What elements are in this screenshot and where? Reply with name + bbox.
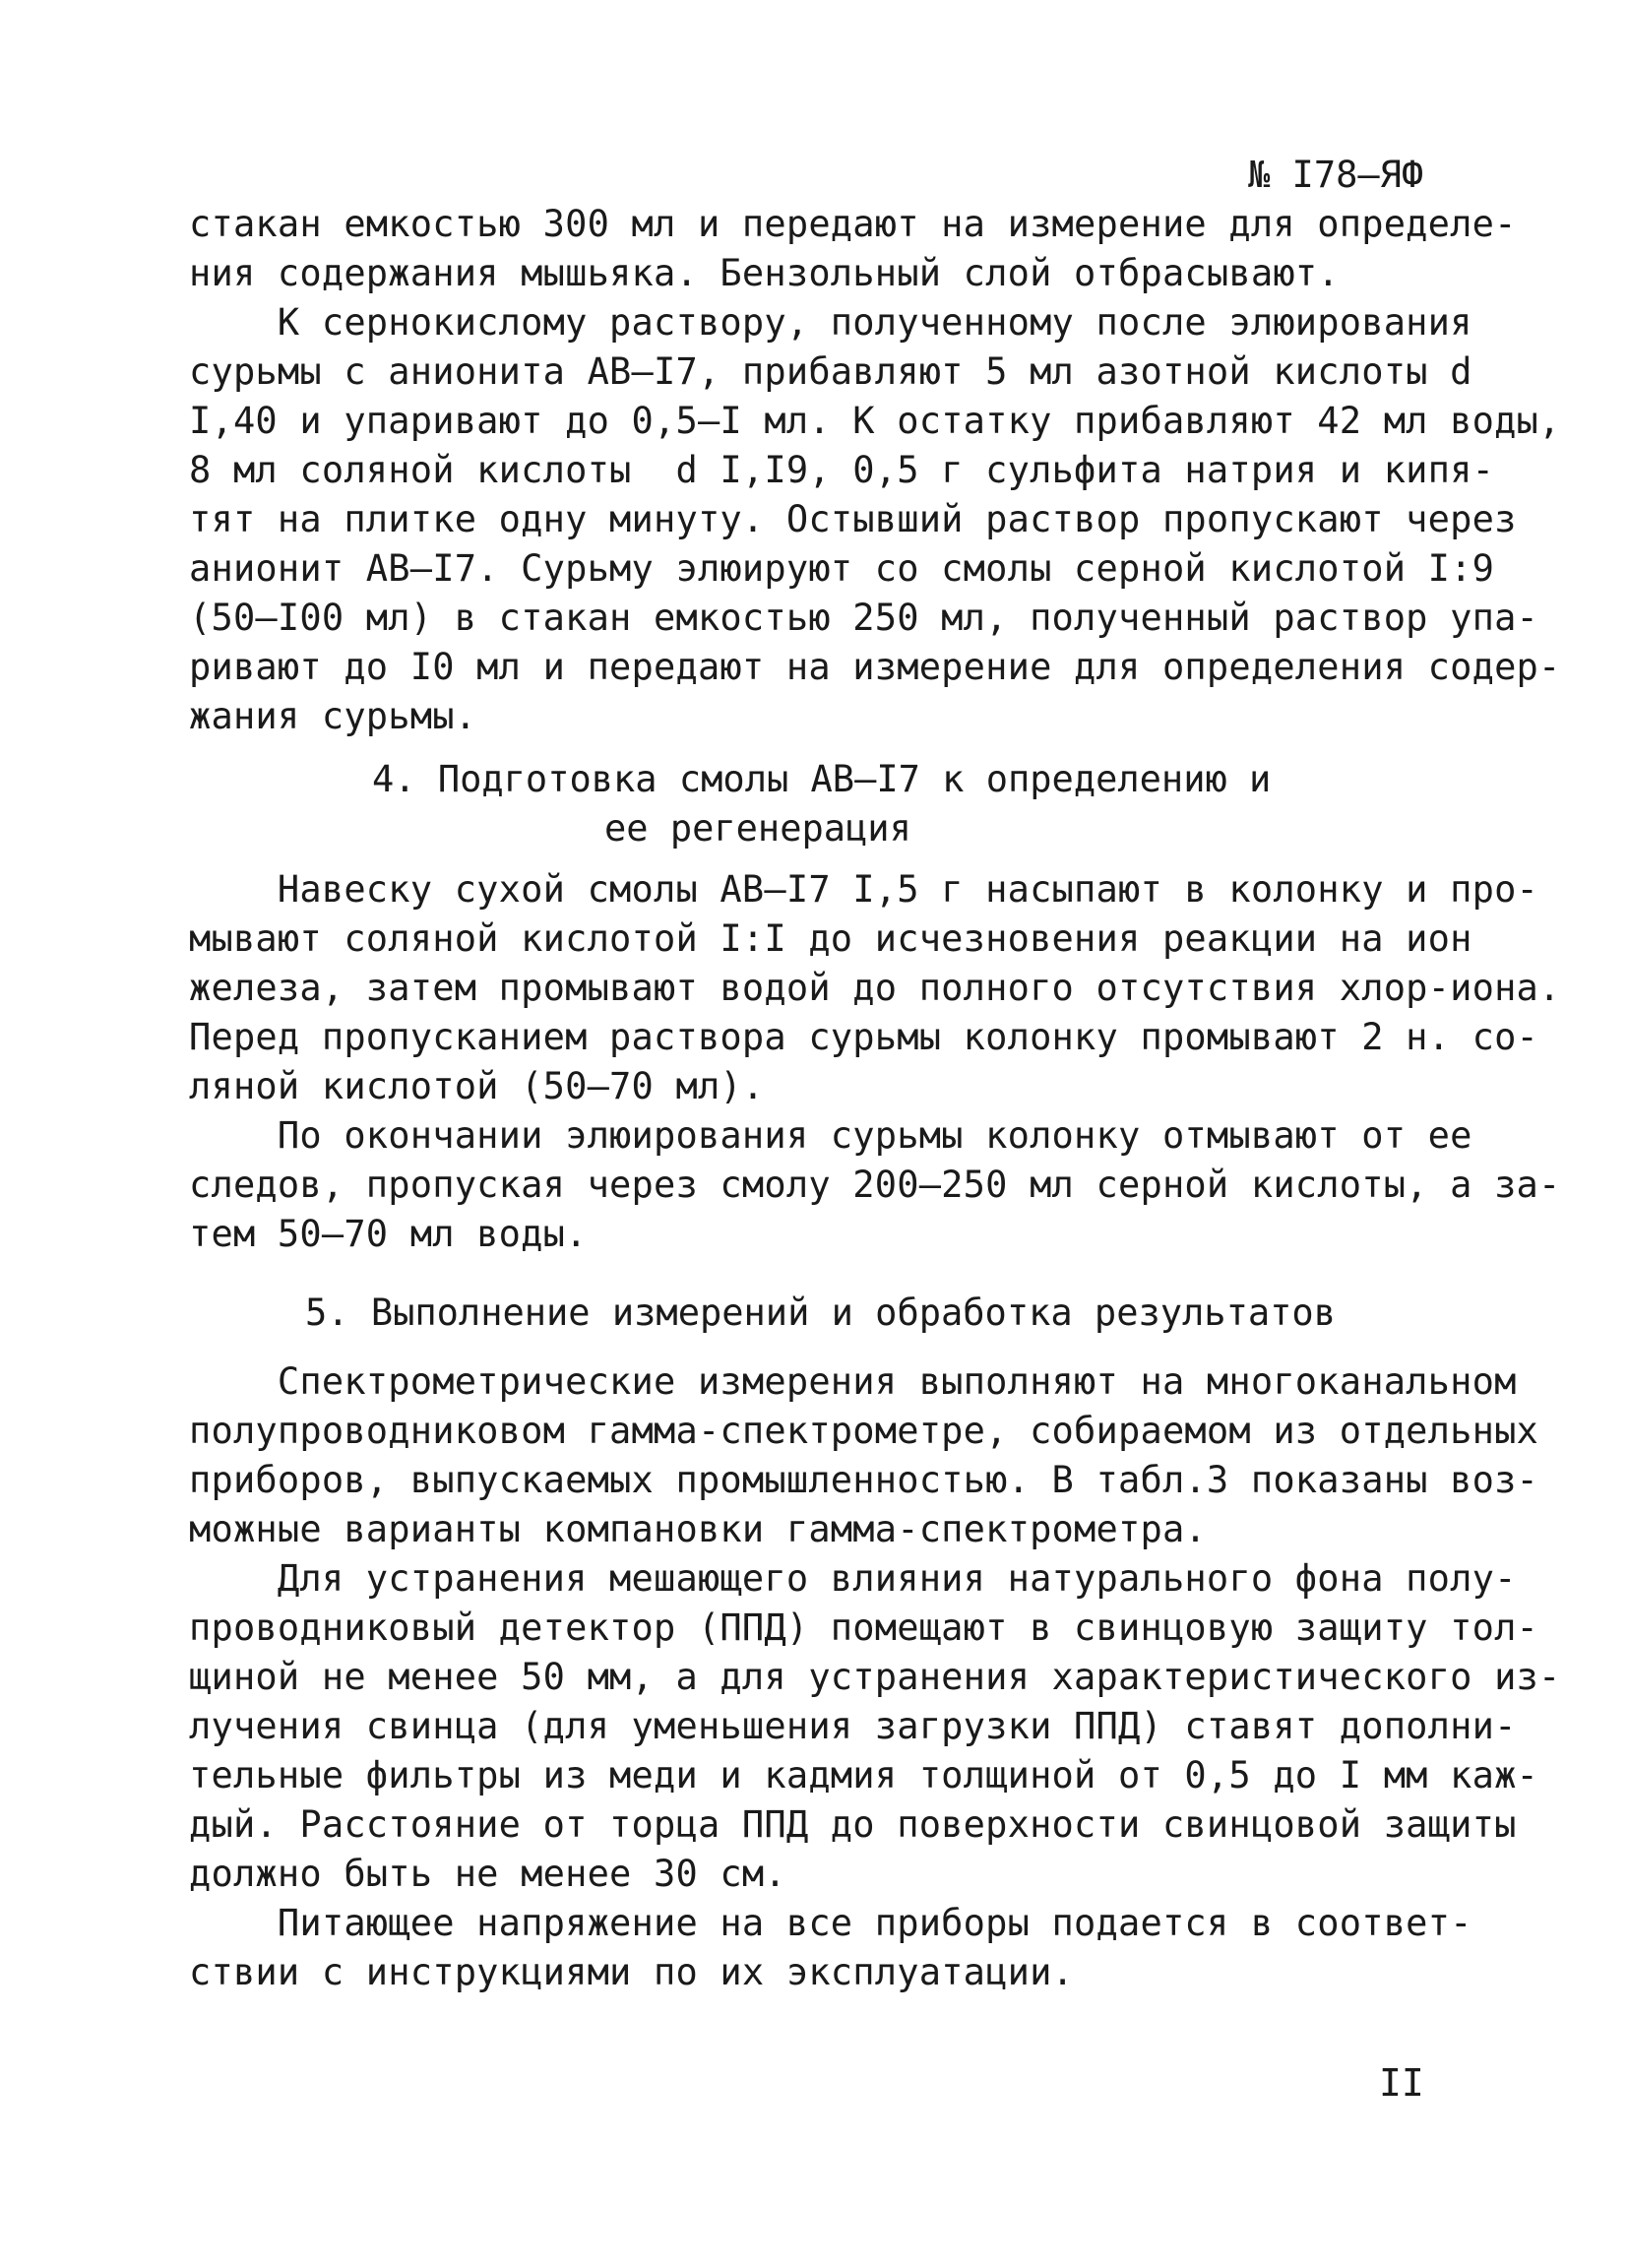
text-line: проводниковый детектор (ППД) помещают в свинцовую защиту тол- [189, 1606, 1539, 1649]
section-heading: 4. Подготовка смолы АВ–I7 к определению и [372, 758, 1272, 800]
text-line: приборов, выпускаемых промышленностью. В табл.3 показаны воз- [189, 1459, 1539, 1501]
text-line: Для устранения мешающего влияния натурального фона полу- [189, 1557, 1517, 1600]
text-line: полупроводниковом гамма-спектрометре, собираемом из отдельных [189, 1410, 1539, 1452]
text-line: железа, затем промывают водой до полного отсутствия хлор-иона. [189, 967, 1561, 1009]
text-line: щиной не менее 50 мм, а для устранения характеристического из- [189, 1656, 1561, 1698]
text-line: Спектрометрические измерения выполняют на многоканальном [189, 1360, 1517, 1403]
text-line: тельные фильтры из меди и кадмия толщиной от 0,5 до I мм каж- [189, 1754, 1539, 1796]
text-line: можные варианты компановки гамма-спектрометра. [189, 1508, 1207, 1550]
text-line: Питающее напряжение на все приборы подается в соответ- [189, 1902, 1472, 1944]
text-line: должно быть не менее 30 см. [189, 1853, 786, 1895]
text-line: стакан емкостью 300 мл и передают на измерение для определе- [189, 203, 1517, 245]
text-line: лучения свинца (для уменьшения загрузки ППД) ставят дополни- [189, 1705, 1517, 1747]
text-line: следов, пропуская через смолу 200–250 мл серной кислоты, а за- [189, 1164, 1561, 1206]
text-line: К сернокислому раствору, полученному после элюирования [189, 301, 1472, 344]
page-number: II [1379, 2061, 1424, 2105]
text-line: ривают до I0 мл и передают на измерение для определения содер- [189, 646, 1561, 688]
text-line: ствии с инструкциями по их эксплуатации. [189, 1951, 1075, 1993]
text-line: ния содержания мышьяка. Бензольный слой отбрасывают. [189, 252, 1340, 294]
text-line: Навеску сухой смолы АВ–I7 I,5 г насыпают в колонку и про- [189, 868, 1539, 911]
text-line: По окончании элюирования сурьмы колонку отмывают от ее [189, 1114, 1472, 1157]
text-line: анионит АВ–I7. Сурьму элюируют со смолы серной кислотой I:9 [189, 547, 1495, 590]
text-line: (50–I00 мл) в стакан емкостью 250 мл, полученный раствор упа- [189, 597, 1539, 639]
text-line: I,40 и упаривают до 0,5–I мл. К остатку прибавляют 42 мл воды, [189, 400, 1561, 442]
text-line: тем 50–70 мл воды. [189, 1213, 588, 1255]
section-heading: 5. Выполнение измерений и обработка результатов [305, 1292, 1336, 1334]
text-line: жания сурьмы. [189, 695, 477, 737]
text-line: 8 мл соляной кислоты d I,I9, 0,5 г сульфита натрия и кипя- [189, 449, 1495, 491]
text-line: мывают соляной кислотой I:I до исчезновения реакции на ион [189, 917, 1472, 960]
document-number: № I78–ЯФ [1248, 154, 1424, 196]
section-heading-continuation: ее регенерация [604, 807, 911, 850]
text-line: тят на плитке одну минуту. Остывший раствор пропускают через [189, 498, 1517, 540]
text-line: сурьмы с анионита АВ–I7, прибавляют 5 мл азотной кислоты d [189, 350, 1472, 393]
text-line: ляной кислотой (50–70 мл). [189, 1065, 765, 1107]
text-line: Перед пропусканием раствора сурьмы колонку промывают 2 н. со- [189, 1016, 1539, 1058]
text-line: дый. Расстояние от торца ППД до поверхности свинцовой защиты [189, 1803, 1517, 1846]
